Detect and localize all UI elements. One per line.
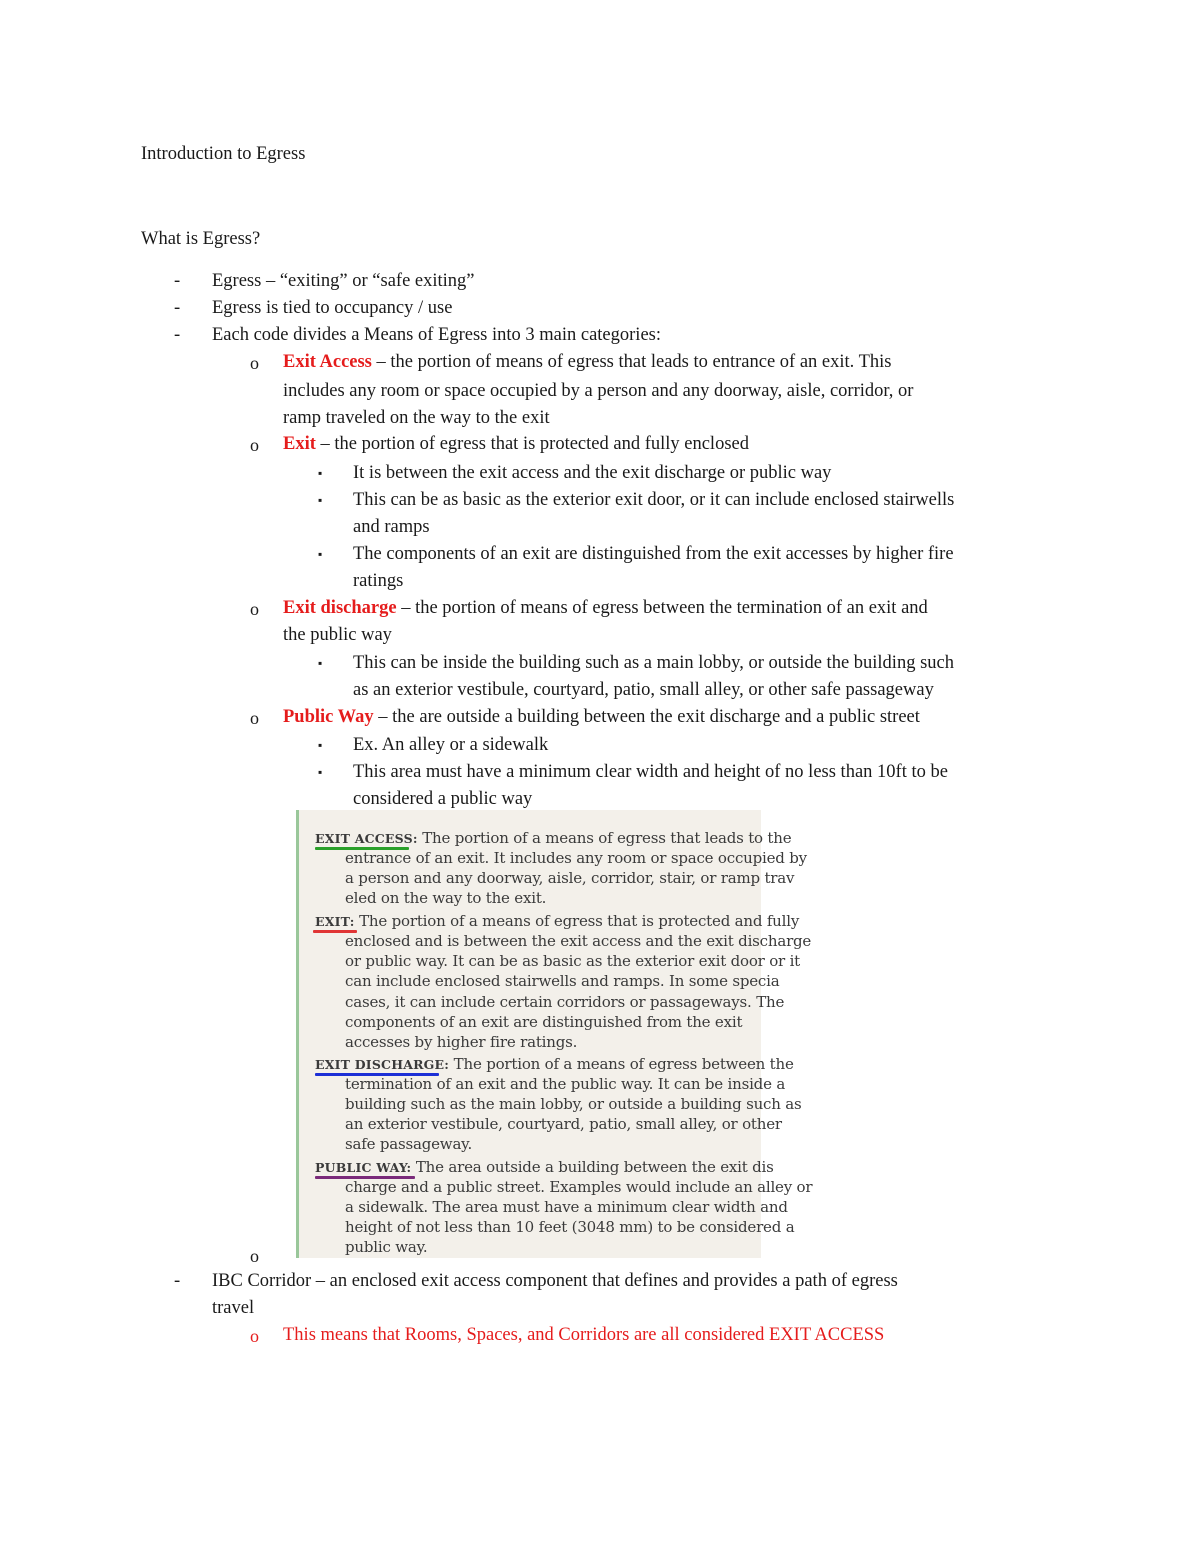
document-title: Introduction to Egress [141,144,306,164]
exit-term: Exit [283,434,316,454]
circle-bullet-icon: o [250,353,259,373]
square-bullet-icon: ▪ [318,466,323,480]
figure-text-line: cases, it can include certain corridors or passageways. The [345,993,785,1011]
sub-list-item: This can be inside the building such as a main lobby, or outside the building such [353,653,954,673]
exit-discharge-item [283,595,928,622]
circle-bullet-icon: o [250,708,259,728]
dash-marker: - [174,298,181,318]
sub-list-item: This can be as basic as the exterior exit door, or it can include enclosed stairwells [353,490,955,510]
exit-discharge-term: Exit discharge [283,598,397,618]
section-heading: What is Egress? [141,229,261,249]
figure-text-line: or public way. It can be as basic as the exterior exit door or it [345,952,801,970]
figure-text-line: an exterior vestibule, courtyard, patio, small alley, or other [345,1115,782,1133]
figure-text-line: charge and a public street. Examples would include an alley or [345,1178,813,1196]
exit-access-definition: – the portion of means of egress that leads to entrance of an exit. This [371,352,892,372]
circle-bullet-icon: o [250,1246,259,1266]
square-bullet-icon: ▪ [318,765,323,779]
figure-text: The portion of a means of egress that leads to the [417,829,792,847]
figure-term: EXIT DISCHARGE: [315,1057,450,1072]
figure-text-line: building such as the main lobby, or outside a building such as [345,1095,802,1113]
exit-access-term: Exit Access [283,352,372,372]
public-way-term: Public Way [283,707,374,727]
figure-text: The area outside a building between the exit dis [411,1158,774,1176]
sub-list-item: This area must have a minimum clear width and height of no less than 10ft to be [353,762,948,782]
sub-list-item: It is between the exit access and the exit discharge or public way [353,463,832,483]
circle-bullet-icon: o [250,435,259,455]
exit-item [283,431,749,458]
exit-access-item [283,349,891,376]
figure-text-line: safe passageway. [345,1135,473,1153]
ibc-corridor-note: This means that Rooms, Spaces, and Corridors are all considered EXIT ACCESS [283,1325,885,1345]
list-item: Egress – “exiting” or “safe exiting” [212,271,475,291]
sub-list-item-cont: considered a public way [353,789,533,809]
dash-marker: - [174,271,181,291]
figure-text-line: eled on the way to the exit. [345,889,547,907]
figure-text-line: public way. [345,1238,428,1256]
figure-text-line: a sidewalk. The area must have a minimum clear width and [345,1198,788,1216]
exit-access-definition-cont: includes any room or space occupied by a person and any doorway, aisle, corridor, or [283,381,914,401]
figure-text-line: can include enclosed stairwells and ramps. In some specia [345,972,780,990]
square-bullet-icon: ▪ [318,547,323,561]
exit-discharge-definition-cont: the public way [283,625,392,645]
figure-text-line [315,1157,774,1178]
sub-list-item: The components of an exit are distinguished from the exit accesses by higher fire [353,544,954,564]
square-bullet-icon: ▪ [318,738,323,752]
figure-term: EXIT ACCESS: [315,831,418,846]
list-item: Egress is tied to occupancy / use [212,298,453,318]
figure-text-line: enclosed and is between the exit access and the exit discharge [345,932,812,950]
sub-list-item-cont: and ramps [353,517,430,537]
exit-access-definition-cont: ramp traveled on the way to the exit [283,408,550,428]
figure-text-line [315,911,799,932]
figure-term: EXIT: [315,914,355,929]
figure-text-line [315,1054,794,1075]
exit-discharge-definition: – the portion of means of egress between the termination of an exit and [396,598,928,618]
ibc-corridor-item: IBC Corridor – an enclosed exit access component that defines and provides a path of egress [212,1271,898,1291]
figure-text: The portion of a means of egress between the [449,1055,794,1073]
figure-text-line: entrance of an exit. It includes any room or space occupied by [345,849,807,867]
public-way-item [283,704,920,731]
sub-list-item: Ex. An alley or a sidewalk [353,735,549,755]
public-way-definition: – the are outside a building between the exit discharge and a public street [373,707,920,727]
sub-list-item-cont: as an exterior vestibule, courtyard, patio, small alley, or other safe passageway [353,680,934,700]
figure-text-line: height of not less than 10 feet (3048 mm) to be considered a [345,1218,795,1236]
figure-term: PUBLIC WAY: [315,1160,412,1175]
figure-text-line: termination of an exit and the public way. It can be inside a [345,1075,786,1093]
square-bullet-icon: ▪ [318,656,323,670]
circle-bullet-icon: o [250,1326,259,1346]
circle-bullet-icon: o [250,599,259,619]
figure-text-line: a person and any doorway, aisle, corridor, stair, or ramp trav [345,869,795,887]
sub-list-item-cont: ratings [353,571,404,591]
dash-marker: - [174,325,181,345]
dash-marker: - [174,1271,181,1291]
figure-text-line: accesses by higher fire ratings. [345,1033,578,1051]
figure-text: The portion of a means of egress that is protected and fully [354,912,800,930]
scanned-definitions-image [296,810,813,1258]
exit-definition: – the portion of egress that is protected and fully enclosed [315,434,749,454]
list-item: Each code divides a Means of Egress into 3 main categories: [212,325,661,345]
figure-text-line [315,828,791,849]
figure-text-line: components of an exit are distinguished from the exit [345,1013,743,1031]
ibc-corridor-item-cont: travel [212,1298,255,1318]
square-bullet-icon: ▪ [318,493,323,507]
